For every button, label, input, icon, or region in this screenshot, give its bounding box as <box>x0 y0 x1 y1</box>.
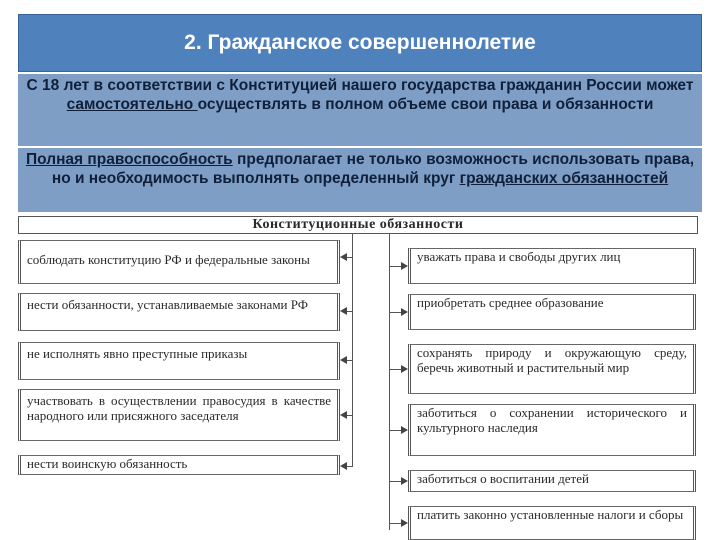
capacity-info-underlined: гражданских обязанностей <box>459 170 669 187</box>
duty-left-5: нести воинскую обязанность <box>18 455 340 475</box>
age-info-box <box>18 72 702 146</box>
right-arrow-2 <box>401 308 408 316</box>
left-link-1 <box>347 257 353 258</box>
duty-left-1: соблюдать конституцию РФ и федеральные законы <box>18 240 340 284</box>
left-link-4 <box>347 415 353 416</box>
duty-right-3: сохранять природу и окружающую среду, беречь животный и растительный мир <box>408 344 696 394</box>
left-arrow-1 <box>340 253 347 261</box>
duty-right-5: заботиться о воспитании детей <box>408 470 696 492</box>
capacity-info-text: предполагает не только возможность использовать права, но и необходимость выполнять определенный круг <box>51 151 694 187</box>
duty-right-2: приобретать среднее образование <box>408 294 696 330</box>
age-info-text: С 18 лет в соответствии с Конституцией нашего государства гражданин России может <box>26 77 694 94</box>
diagram-header: Конституционные обязанности <box>18 216 698 234</box>
left-arrow-2 <box>340 307 347 315</box>
right-link-5 <box>390 481 401 482</box>
capacity-term: Полная правоспособность <box>26 151 233 168</box>
duty-right-1: уважать права и свободы других лиц <box>408 248 696 284</box>
right-arrow-4 <box>401 426 408 434</box>
left-link-5 <box>347 466 353 467</box>
age-info-underlined: самостоятельно <box>66 96 198 113</box>
duty-left-2: нести обязанности, устанавливаемые законами РФ <box>18 293 340 331</box>
right-link-6 <box>390 523 401 524</box>
duty-right-6: платить законно установленные налоги и сборы <box>408 506 696 540</box>
duties-diagram <box>18 214 698 540</box>
right-arrow-6 <box>401 519 408 527</box>
right-link-1 <box>390 266 401 267</box>
duty-right-4: заботиться о сохранении исторического и культурного наследия <box>408 404 696 456</box>
left-link-3 <box>347 360 353 361</box>
duty-left-3: не исполнять явно преступные приказы <box>18 342 340 380</box>
age-info-text-end: осуществлять в полном объеме свои права и обязанности <box>197 96 654 113</box>
right-arrow-3 <box>401 365 408 373</box>
left-arrow-5 <box>340 462 347 470</box>
left-arrow-4 <box>340 411 347 419</box>
right-link-2 <box>390 312 401 313</box>
left-arrow-3 <box>340 356 347 364</box>
duty-left-4: участвовать в осуществлении правосудия в качестве народного или присяжного заседателя <box>18 389 340 441</box>
left-connector-trunk <box>352 234 353 467</box>
right-link-3 <box>390 369 401 370</box>
right-link-4 <box>390 430 401 431</box>
slide-title: 2. Гражданское совершеннолетие <box>18 14 702 72</box>
right-arrow-1 <box>401 262 408 270</box>
left-link-2 <box>347 311 353 312</box>
right-arrow-5 <box>401 477 408 485</box>
capacity-info-box <box>18 146 702 212</box>
right-connector-trunk <box>389 234 390 530</box>
